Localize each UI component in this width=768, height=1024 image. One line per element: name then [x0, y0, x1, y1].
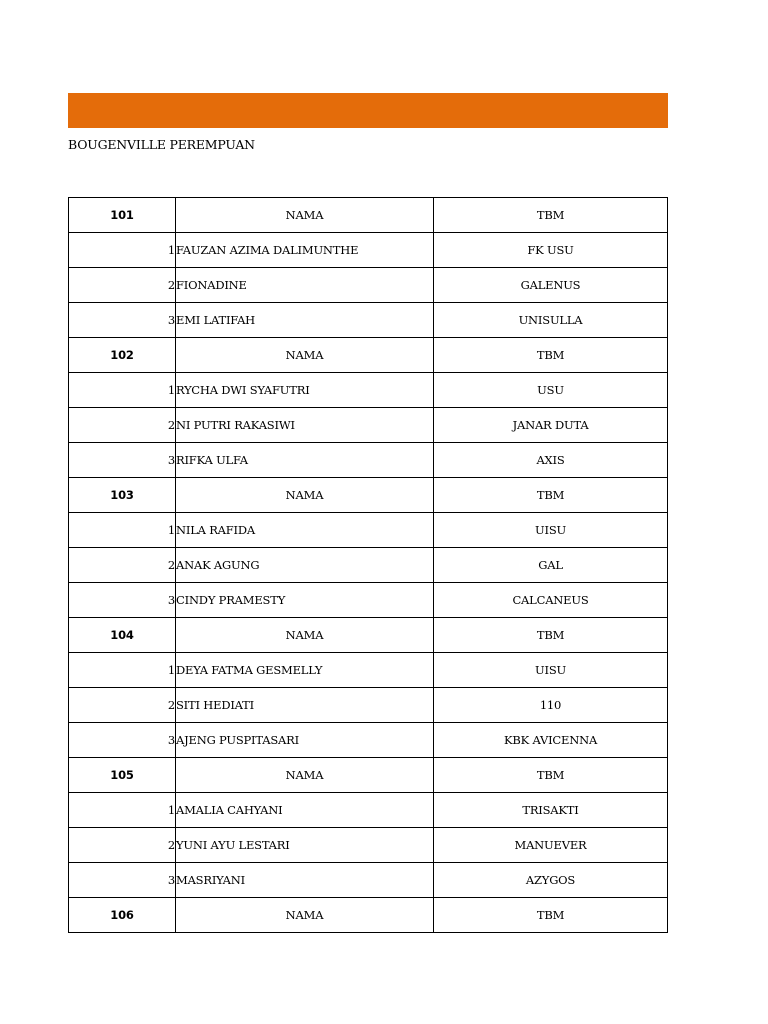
member-name: ANAK AGUNG — [176, 548, 434, 583]
name-column-header: NAMA — [176, 478, 434, 513]
table-row — [69, 268, 668, 303]
member-number: 3 — [69, 303, 176, 338]
room-number: 106 — [69, 898, 176, 933]
member-number: 1 — [69, 653, 176, 688]
member-org: AXIS — [434, 443, 668, 478]
name-column-header: NAMA — [176, 618, 434, 653]
member-name: SITI HEDIATI — [176, 688, 434, 723]
member-name: RIFKA ULFA — [176, 443, 434, 478]
member-org: JANAR DUTA — [434, 408, 668, 443]
member-name: AMALIA CAHYANI — [176, 793, 434, 828]
member-org: KBK AVICENNA — [434, 723, 668, 758]
room-number: 103 — [69, 478, 176, 513]
member-number: 2 — [69, 688, 176, 723]
room-number: 105 — [69, 758, 176, 793]
member-org: AZYGOS — [434, 863, 668, 898]
table-row — [69, 373, 668, 408]
member-number: 1 — [69, 513, 176, 548]
member-name: FAUZAN AZIMA DALIMUNTHE — [176, 233, 434, 268]
member-org: USU — [434, 373, 668, 408]
member-number: 1 — [69, 793, 176, 828]
member-org: UISU — [434, 653, 668, 688]
table-row — [69, 408, 668, 443]
room-header-row — [69, 478, 668, 513]
member-name: MASRIYANI — [176, 863, 434, 898]
table-row — [69, 863, 668, 898]
member-name: NI PUTRI RAKASIWI — [176, 408, 434, 443]
member-name: AJENG PUSPITASARI — [176, 723, 434, 758]
member-number: 1 — [69, 373, 176, 408]
org-column-header: TBM — [434, 898, 668, 933]
member-name: YUNI AYU LESTARI — [176, 828, 434, 863]
org-column-header: TBM — [434, 478, 668, 513]
member-name: NILA RAFIDA — [176, 513, 434, 548]
room-number: 104 — [69, 618, 176, 653]
page-subtitle: BOUGENVILLE PEREMPUAN — [68, 137, 255, 152]
member-number: 2 — [69, 268, 176, 303]
table-row — [69, 583, 668, 618]
member-number: 2 — [69, 828, 176, 863]
table-row — [69, 723, 668, 758]
member-number: 3 — [69, 863, 176, 898]
member-number: 3 — [69, 723, 176, 758]
member-name: FIONADINE — [176, 268, 434, 303]
org-column-header: TBM — [434, 198, 668, 233]
room-header-row — [69, 198, 668, 233]
member-name: EMI LATIFAH — [176, 303, 434, 338]
org-column-header: TBM — [434, 758, 668, 793]
table-row — [69, 793, 668, 828]
member-number: 2 — [69, 408, 176, 443]
member-org: GAL — [434, 548, 668, 583]
table-row — [69, 653, 668, 688]
table-row — [69, 828, 668, 863]
room-number: 102 — [69, 338, 176, 373]
table-row — [69, 688, 668, 723]
room-header-row — [69, 898, 668, 933]
name-column-header: NAMA — [176, 198, 434, 233]
member-number: 1 — [69, 233, 176, 268]
member-org: UISU — [434, 513, 668, 548]
member-org: TRISAKTI — [434, 793, 668, 828]
org-column-header: TBM — [434, 618, 668, 653]
member-number: 2 — [69, 548, 176, 583]
name-column-header: NAMA — [176, 338, 434, 373]
table-row — [69, 513, 668, 548]
member-name: RYCHA DWI SYAFUTRI — [176, 373, 434, 408]
room-header-row — [69, 618, 668, 653]
org-column-header: TBM — [434, 338, 668, 373]
room-header-row — [69, 758, 668, 793]
header-banner — [68, 93, 668, 128]
member-org: GALENUS — [434, 268, 668, 303]
table-row — [69, 443, 668, 478]
room-header-row — [69, 338, 668, 373]
room-assignment-table — [68, 197, 668, 933]
member-number: 3 — [69, 583, 176, 618]
member-name: CINDY PRAMESTY — [176, 583, 434, 618]
name-column-header: NAMA — [176, 758, 434, 793]
member-org: MANUEVER — [434, 828, 668, 863]
table-row — [69, 233, 668, 268]
member-number: 3 — [69, 443, 176, 478]
member-org: UNISULLA — [434, 303, 668, 338]
table-row — [69, 548, 668, 583]
member-org: CALCANEUS — [434, 583, 668, 618]
member-name: DEYA FATMA GESMELLY — [176, 653, 434, 688]
member-org: 110 — [434, 688, 668, 723]
member-org: FK USU — [434, 233, 668, 268]
name-column-header: NAMA — [176, 898, 434, 933]
room-number: 101 — [69, 198, 176, 233]
table-row — [69, 303, 668, 338]
